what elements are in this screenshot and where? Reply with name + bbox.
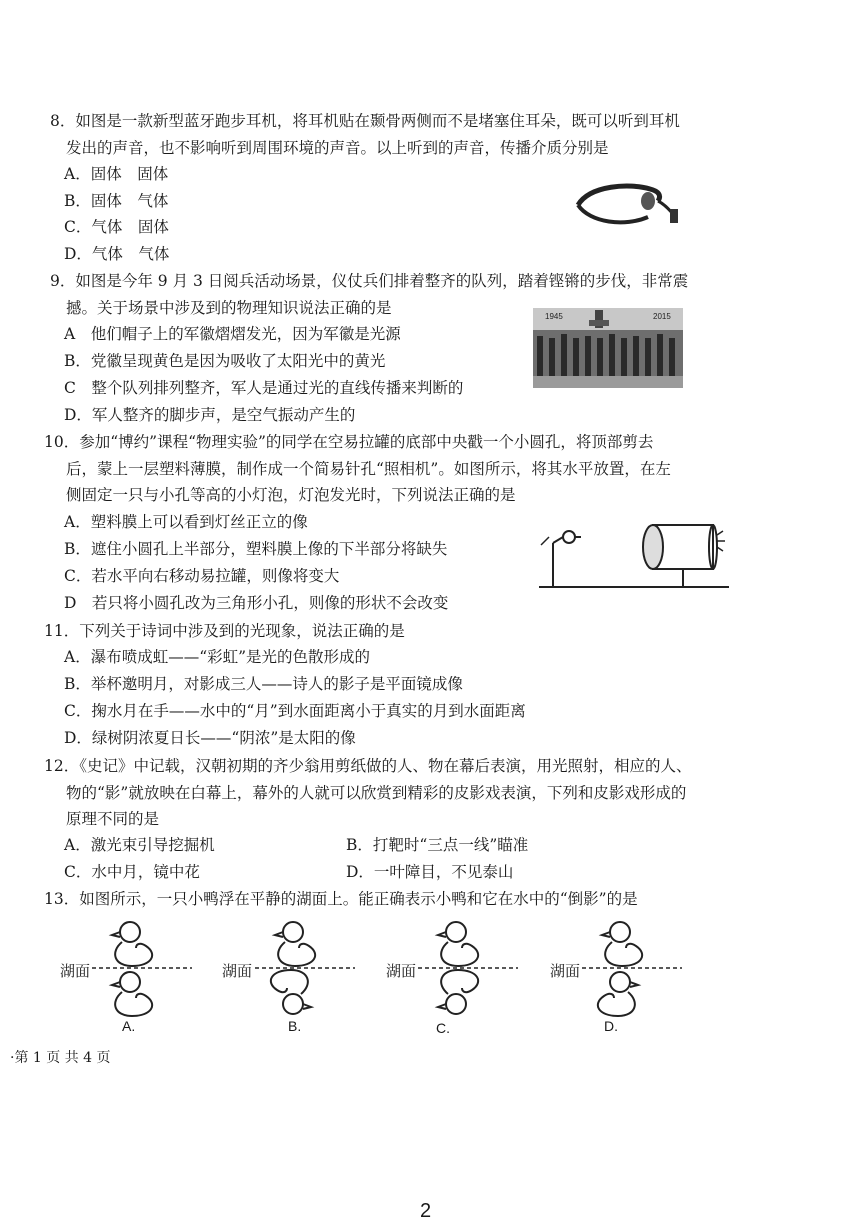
q11-option-a: A．瀑布喷成虹——“彩虹”是光的色散形成的: [64, 648, 371, 666]
q11-option-b: B．举杯邀明月，对影成三人——诗人的影子是平面镜成像: [64, 675, 463, 693]
lake-label-d: 湖面: [550, 962, 581, 980]
q12-option-d: D．一叶障目，不见泰山: [346, 863, 514, 881]
q8-stem-line1: 8．如图是一款新型蓝牙跑步耳机，将耳机贴在颞骨两侧而不是堵塞住耳朵，既可以听到耳机: [50, 112, 680, 130]
lake-label-a: 湖面: [60, 962, 91, 980]
q8-option-b: B．固体 气体: [64, 192, 169, 210]
q10-stem-line3: 侧固定一只与小孔等高的小灯泡，灯泡发光时，下列说法正确的是: [66, 486, 516, 504]
q8-option-c: C．气体 固体: [64, 218, 169, 236]
parade-photo: [533, 308, 683, 388]
q10-stem-line1: 10．参加“博约”课程“物理实验”的同学在空易拉罐的底部中央戳一个小圆孔，将顶部剪去: [44, 433, 654, 451]
choice-label-b: B.: [288, 1018, 302, 1034]
q10-stem-line2: 后，蒙上一层塑料薄膜，制作成一个简易针孔“照相机”。如图所示，将其水平放置，在左: [66, 460, 671, 478]
choice-label-c: C.: [436, 1020, 450, 1036]
choice-label-a: A.: [122, 1018, 136, 1034]
q12-option-c: C．水中月，镜中花: [64, 863, 200, 881]
q12-stem-line3: 原理不同的是: [66, 810, 160, 828]
q9-option-b: B．党徽呈现黄色是因为吸收了太阳光中的黄光: [64, 352, 386, 370]
lake-label-c: 湖面: [386, 962, 417, 980]
q12-option-b: B．打靶时“三点一线”瞄准: [346, 836, 529, 854]
q12-stem-line2: 物的“影”就放映在白幕上，幕外的人就可以欣赏到精彩的皮影戏表演，下列和皮影戏形成的: [66, 784, 687, 802]
lake-label-b: 湖面: [222, 962, 253, 980]
q10-option-c: C．若水平向右移动易拉罐，则像将变大: [64, 567, 340, 585]
q12-option-a: A．激光束引导挖掘机: [64, 836, 215, 854]
q9-option-a: A 他们帽子上的军徽熠熠发光，因为军徽是光源: [64, 325, 401, 343]
q9-stem-line2: 撼。关于场景中涉及到的物理知识说法正确的是: [66, 299, 392, 317]
q8-stem-line2: 发出的声音，也不影响听到周围环境的声音。以上听到的声音，传播介质分别是: [66, 139, 609, 157]
q9-stem-line1: 9．如图是今年 9 月 3 日阅兵活动场景，仪仗兵们排着整齐的队列，踏着铿锵的步伐，非常震: [50, 272, 689, 290]
q9-option-d: D．军人整齐的脚步声，是空气振动产生的: [64, 406, 356, 424]
q13-stem: 13．如图所示，一只小鸭浮在平静的湖面上。能正确表示小鸭和它在水中的“倒影”的是: [44, 890, 638, 908]
pinhole-camera-figure: [533, 515, 733, 595]
q8-option-a: A．固体 固体: [64, 165, 169, 183]
q9-option-c: C 整个队列排列整齐，军人是通过光的直线传播来判断的: [64, 379, 464, 397]
q10-option-a: A．塑料膜上可以看到灯丝正立的像: [64, 513, 308, 531]
q11-stem: 11．下列关于诗词中涉及到的光现象，说法正确的是: [44, 622, 405, 640]
parade-photo-year-right: 2015: [653, 312, 671, 321]
duck-figure-b: [255, 918, 355, 1028]
q11-option-d: D．绿树阴浓夏日长——“阴浓”是太阳的像: [64, 729, 356, 747]
duck-figure-c: [418, 918, 518, 1028]
page-footer: ·第 1 页 共 4 页: [10, 1050, 111, 1066]
bluetooth-headphone-figure: [570, 175, 685, 235]
q8-option-d: D．气体 气体: [64, 245, 170, 263]
q11-option-c: C．掬水月在手——水中的“月”到水面距离小于真实的月到水面距离: [64, 702, 526, 720]
duck-figure-d: [582, 918, 682, 1028]
page-number: 2: [420, 1200, 432, 1222]
q12-stem-line1: 12．《史记》中记载，汉朝初期的齐少翁用剪纸做的人、物在幕后表演，用光照射，相应的人、: [44, 757, 692, 775]
q10-option-d: D 若只将小圆孔改为三角形小孔，则像的形状不会改变: [64, 594, 449, 612]
choice-label-d: D.: [604, 1018, 618, 1034]
parade-photo-year-left: 1945: [545, 312, 563, 321]
q10-option-b: B．遮住小圆孔上半部分，塑料膜上像的下半部分将缺失: [64, 540, 448, 558]
duck-figure-a: [92, 918, 192, 1028]
